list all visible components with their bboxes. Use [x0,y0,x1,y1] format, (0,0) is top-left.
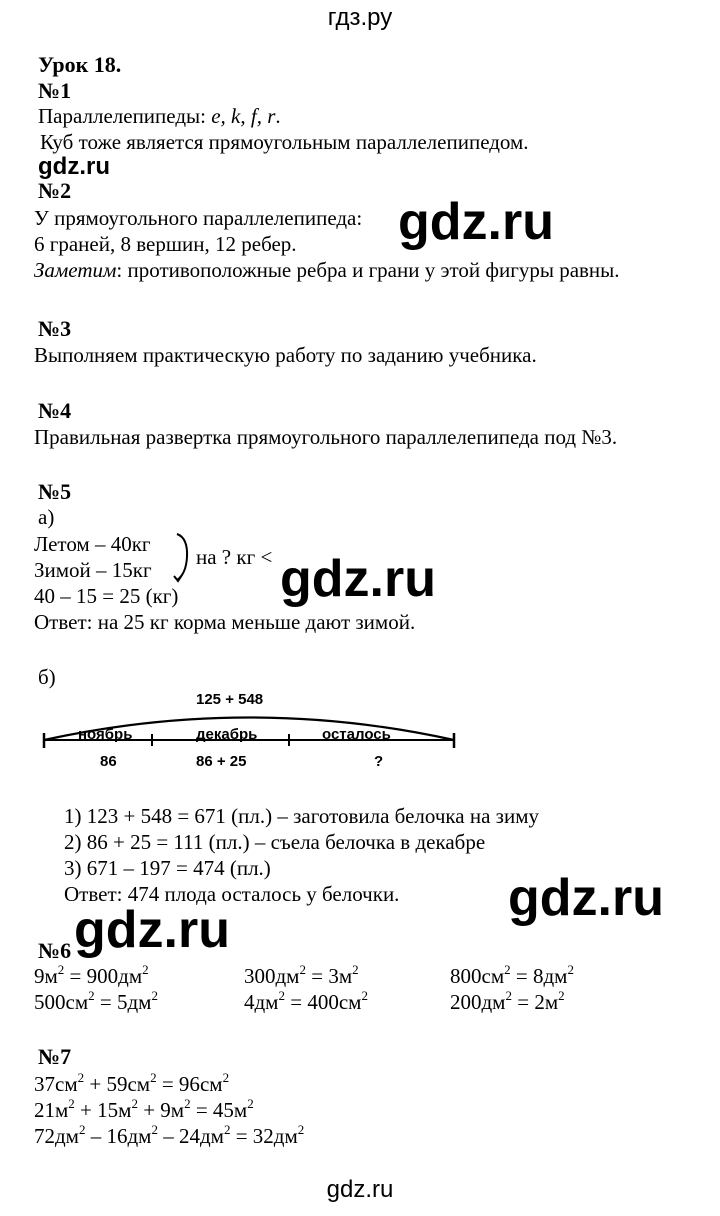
task1-line2: Куб тоже является прямоугольным параллелепипедом. [40,130,529,154]
lesson-title: Урок 18. [38,52,122,77]
unit-cm: см [127,1072,151,1096]
task2-note-text: : противоположные ребра и грани у этой фигуры равны. [116,258,620,282]
sq: 2 [150,1070,157,1085]
task6-r1c3-b: = 8 [510,964,544,988]
sq: 2 [558,988,565,1003]
task6-r2c3-a: 200 [450,990,482,1014]
diagram-seg1-value: 86 [100,753,117,770]
sq: 2 [504,962,511,977]
sq: 2 [151,1122,158,1137]
task5-winter: Зимой – 15кг [34,558,152,582]
task5-summer: Летом – 40кг [34,532,151,556]
task2-note [34,260,620,281]
task4-line1: Правильная развертка прямоугольного параллелепипеда под №3. [34,425,618,449]
task5-calc: 40 – 15 = 25 (кг) [34,584,179,608]
task6-r1c1-b: = 900 [64,964,119,988]
sq: 2 [184,1096,191,1111]
watermark-small: gdz.ru [38,153,110,180]
task6-number: №6 [38,938,72,963]
sq: 2 [68,1096,75,1111]
unit-dm: дм [481,990,506,1014]
unit-m: м [55,1098,69,1122]
sq: 2 [151,988,158,1003]
task2-line2: 6 граней, 8 вершин, 12 ребер. [34,232,297,256]
unit-dm: дм [55,1124,79,1148]
unit-dm: дм [254,990,279,1014]
task6-r1c1 [34,962,149,988]
task7-l3-a: 72 [34,1124,55,1148]
task7-l1-b: + 59 [84,1072,128,1096]
site-footer: gdz.ru [326,1176,394,1203]
unit-m: м [170,1098,185,1122]
unit-cm: см [199,1072,223,1096]
task5-part-b: б) [38,665,56,689]
unit-dm: дм [118,964,143,988]
task2-number: №2 [38,178,72,203]
task7-l1-c: = 96 [156,1072,200,1096]
sq: 2 [142,962,149,977]
sq: 2 [223,1122,231,1137]
unit-cm: см [65,990,89,1014]
diagram-seg3-value: ? [374,753,384,770]
sq: 2 [88,988,95,1003]
unit-dm: дм [127,1124,152,1148]
task7-l1-a: 37 [34,1072,55,1096]
task6-r1c2-b: = 3 [305,964,339,988]
unit-cm: см [55,1072,78,1096]
task7-l2-d: = 45 [190,1098,234,1122]
task2-line1: У прямоугольного параллелепипеда: [34,206,363,230]
unit-cm: см [481,964,505,988]
sq: 2 [77,1070,85,1085]
diagram-total: 125 + 548 [196,691,264,708]
task5-step1: 1) 123 + 548 = 671 (пл.) – заготовила белочка на зиму [64,804,539,828]
site-header: гдз.ру [327,4,393,31]
task7-line3 [34,1122,305,1148]
sq: 2 [247,1096,254,1111]
task7-l3-b: – 16 [85,1124,128,1148]
task7-line1 [34,1070,230,1096]
task5-number: №5 [38,479,72,504]
task7-number: №7 [38,1044,72,1069]
task7-l2-a: 21 [34,1098,55,1122]
task1-line1-suffix: . [275,104,281,128]
watermark-large-4: gdz.ru [74,901,230,959]
task5-part-a: а) [38,505,55,529]
task7-l3-d: = 32 [230,1124,274,1148]
task6-r2c2-a: 4 [244,990,255,1014]
unit-dm: дм [275,964,300,988]
watermark-large-3: gdz.ru [508,869,664,927]
sq: 2 [505,988,512,1003]
task5-answer: Ответ: на 25 кг корма меньше дают зимой. [34,610,416,634]
unit-dm: дм [543,964,568,988]
task6-r1c3 [450,962,574,988]
unit-m: м [544,990,559,1014]
task6-r1c3-a: 800 [450,964,482,988]
task2-note-label: Заметим [34,258,117,282]
sq: 2 [131,1096,138,1111]
task6-r1c2 [244,962,359,988]
sq: 2 [361,988,368,1003]
task7-l3-c: – 24 [157,1124,200,1148]
task1-line1 [38,106,281,127]
unit-m: м [233,1098,248,1122]
task6-r2c1 [34,988,158,1014]
task6-r1c1-a: 9 [34,964,45,988]
watermark-large-2: gdz.ru [280,550,436,608]
task4-number: №4 [38,398,72,423]
task6-r2c1-a: 500 [34,990,66,1014]
task7-l2-c: + 9 [137,1098,171,1122]
task1-line1-prefix: Параллелепипеды: [38,104,212,128]
task5-question: на ? кг < [196,545,273,569]
task6-r2c3 [450,988,565,1014]
task3-number: №3 [38,316,72,341]
sq: 2 [567,962,574,977]
task1-line1-letters: e, k, f, r [211,104,276,128]
unit-m: м [44,964,58,988]
diagram-seg1-label: ноябрь [78,726,133,743]
task5-answer-b: Ответ: 474 плода осталось у белочки. [64,882,400,906]
diagram-seg2-label: декабрь [196,726,258,743]
sq: 2 [278,988,285,1003]
task6-r2c1-b: = 5 [94,990,128,1014]
task6-r2c3-b: = 2 [511,990,545,1014]
task6-r2c2 [244,988,368,1014]
sq: 2 [57,962,65,977]
task7-line2 [34,1096,254,1122]
unit-m: м [338,964,353,988]
task3-line1: Выполняем практическую работу по заданию учебника. [34,343,537,367]
unit-dm: дм [273,1124,298,1148]
brace-arrow-icon [172,530,194,584]
diagram-seg2-value: 86 + 25 [196,753,247,770]
task7-l2-b: + 15 [74,1098,119,1122]
task1-number: №1 [38,78,72,103]
unit-dm: дм [127,990,152,1014]
task6-r2c2-b: = 400 [284,990,339,1014]
sq: 2 [78,1122,86,1137]
sq: 2 [222,1070,230,1085]
task5-step2: 2) 86 + 25 = 111 (пл.) – съела белочка в декабре [64,830,486,854]
task5-step3: 3) 671 – 197 = 474 (пл.) [64,856,271,880]
unit-dm: дм [199,1124,224,1148]
diagram-seg3-label: осталось [322,726,391,743]
sq: 2 [352,962,359,977]
unit-cm: см [338,990,362,1014]
unit-m: м [118,1098,132,1122]
watermark-large-1: gdz.ru [398,193,554,251]
task6-r1c2-a: 300 [244,964,276,988]
sq: 2 [299,962,306,977]
sq: 2 [297,1122,305,1137]
